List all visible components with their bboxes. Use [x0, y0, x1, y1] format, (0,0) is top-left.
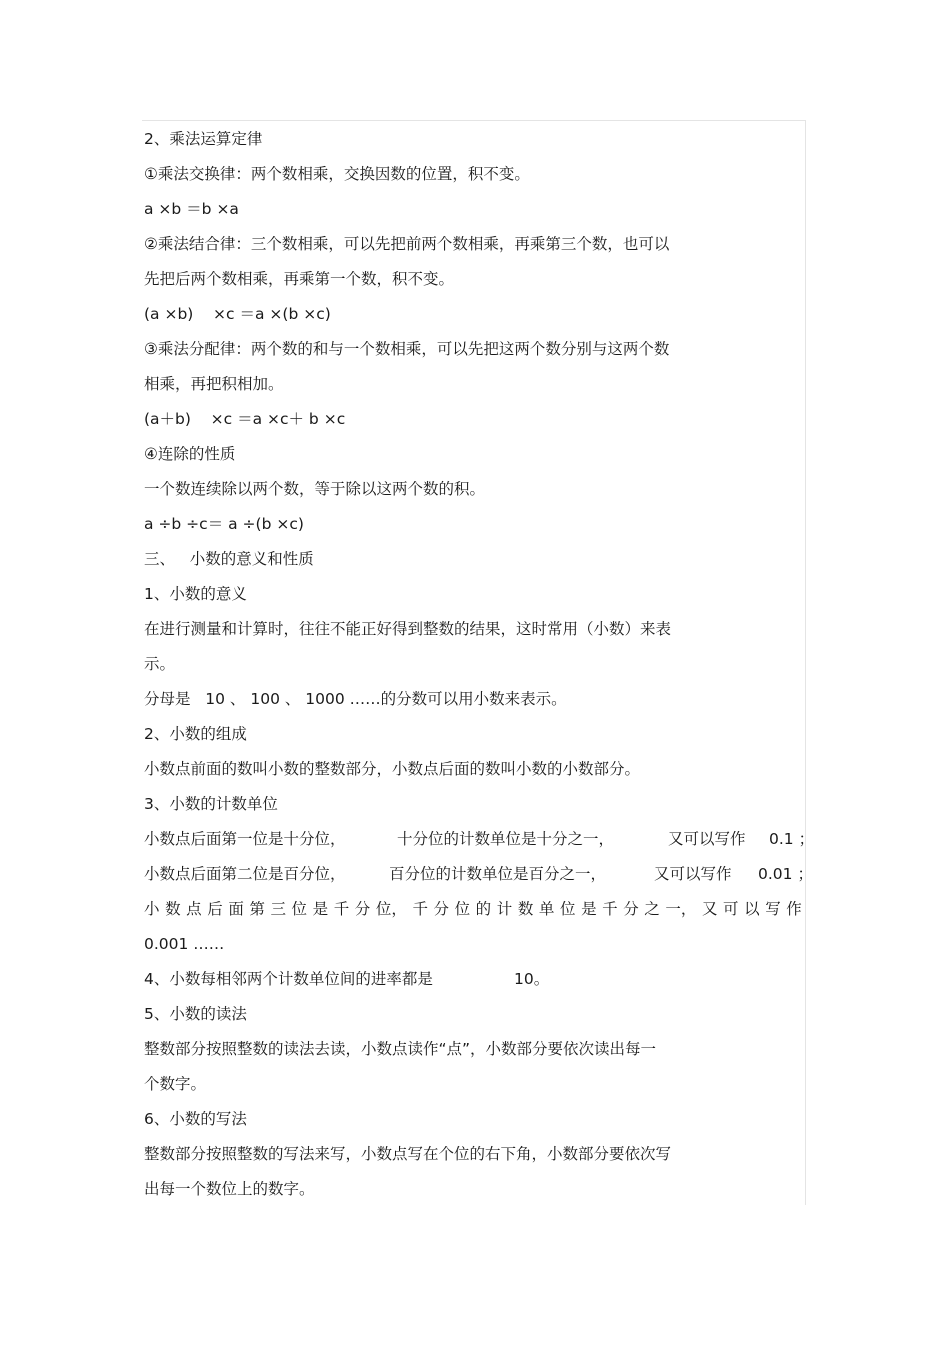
text-line: 3、小数的计数单位	[144, 795, 278, 813]
text-line: 小数点前面的数叫小数的整数部分，小数点后面的数叫小数的小数部分。	[144, 760, 641, 778]
unit-row-hundredths: 小数点后面第二位是百分位， 百分位的计数单位是百分之一， 又可以写作 0.01 ；	[144, 865, 813, 883]
text-line: 个数字。	[144, 1075, 207, 1093]
unit-row-tenths: 小数点后面第一位是十分位， 十分位的计数单位是十分之一， 又可以写作 0.1 ；	[144, 830, 815, 848]
text-line: 相乘，再把积相加。	[144, 375, 284, 393]
text-line: 2、乘法运算定律	[144, 130, 263, 148]
formula-line: (a ×b) ×c ＝a ×(b ×c)	[144, 305, 331, 323]
text-line: 整数部分按照整数的读法去读，小数点读作“点”，小数部分要依次读出每一	[144, 1040, 657, 1058]
text-line: ④连除的性质	[144, 445, 236, 463]
text-line: 先把后两个数相乘，再乘第一个数，积不变。	[144, 270, 455, 288]
formula-line: a ÷b ÷c＝ a ÷(b ×c)	[144, 515, 304, 533]
text-line: 整数部分按照整数的写法来写，小数点写在个位的右下角，小数部分要依次写	[144, 1145, 672, 1163]
text-line: 0.001 ……	[144, 935, 225, 953]
formula-line: a ×b ＝b ×a	[144, 200, 239, 218]
text-line: 6、小数的写法	[144, 1110, 247, 1128]
text-line: 出每一个数位上的数字。	[144, 1180, 315, 1198]
document-body	[144, 122, 815, 1207]
text-line: 分母是 10 、 100 、 1000 ……的分数可以用小数来表示。	[144, 690, 567, 708]
text-line: 一个数连续除以两个数，等于除以这两个数的积。	[144, 480, 486, 498]
text-line: 示。	[144, 655, 176, 673]
text-line: 5、小数的读法	[144, 1005, 247, 1023]
unit-row-thousandths: 小 数 点 后 面 第 三 位 是 千 分 位， 千 分 位 的 计 数 单 位 是 千 分 之 一， 又 可 以 写 作	[144, 900, 802, 918]
rate-line: 4、小数每相邻两个计数单位间的进率都是 10。	[144, 970, 550, 988]
text-line: ①乘法交换律：两个数相乘，交换因数的位置，积不变。	[144, 165, 530, 183]
text-line: 1、小数的意义	[144, 585, 247, 603]
section-heading: 三、 小数的意义和性质	[144, 550, 314, 568]
text-line: ②乘法结合律：三个数相乘，可以先把前两个数相乘，再乘第三个数，也可以	[144, 235, 670, 253]
text-line: 2、小数的组成	[144, 725, 247, 743]
text-line: 在进行测量和计算时，往往不能正好得到整数的结果，这时常用（小数）来表	[144, 620, 672, 638]
text-line: ③乘法分配律：两个数的和与一个数相乘，可以先把这两个数分别与这两个数	[144, 340, 670, 358]
formula-line: (a＋b) ×c ＝a ×c＋ b ×c	[144, 410, 346, 428]
